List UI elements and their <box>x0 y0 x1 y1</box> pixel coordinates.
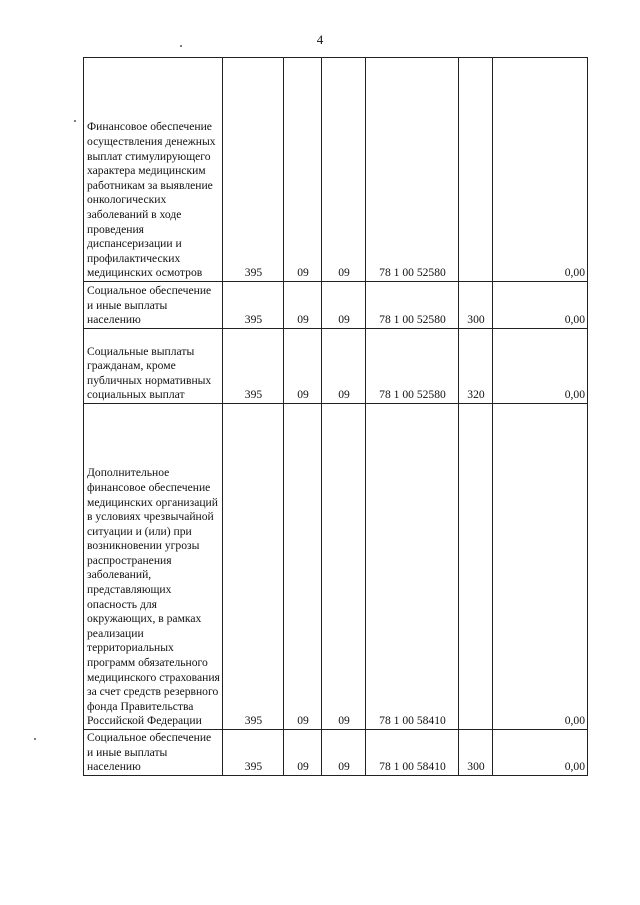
ved-cell: 395 <box>223 329 284 404</box>
scan-speck <box>74 120 76 122</box>
rz-cell: 09 <box>284 329 322 404</box>
vr-cell: 320 <box>459 329 493 404</box>
scan-speck <box>34 738 36 740</box>
csr-cell: 78 1 00 58410 <box>366 730 459 776</box>
pr-cell: 09 <box>322 58 366 282</box>
vr-cell: 300 <box>459 282 493 329</box>
rz-cell: 09 <box>284 404 322 730</box>
table-row <box>84 730 588 776</box>
row-name-cell: Финансовое обеспечение осуществления денежных выплат стимулирующего характера медицинским работникам за выявление онкологических заболеваний в ходе проведения диспансеризации и профилактических медицинских осмотров <box>84 58 223 282</box>
pr-cell: 09 <box>322 730 366 776</box>
csr-cell: 78 1 00 52580 <box>366 282 459 329</box>
vr-cell <box>459 404 493 730</box>
ved-cell: 395 <box>223 730 284 776</box>
rz-cell: 09 <box>284 282 322 329</box>
row-name-cell: Социальное обеспечение и иные выплаты населению <box>84 282 223 329</box>
amount-cell: 0,00 <box>493 329 588 404</box>
pr-cell: 09 <box>322 404 366 730</box>
ved-cell: 395 <box>223 404 284 730</box>
ved-cell: 395 <box>223 282 284 329</box>
page-number: 4 <box>316 32 324 47</box>
csr-cell: 78 1 00 52580 <box>366 329 459 404</box>
row-name-cell: Социальное обеспечение и иные выплаты населению <box>84 730 223 776</box>
amount-cell: 0,00 <box>493 730 588 776</box>
amount-cell: 0,00 <box>493 58 588 282</box>
table-row <box>84 282 588 329</box>
scan-speck <box>180 45 182 47</box>
csr-cell: 78 1 00 52580 <box>366 58 459 282</box>
table-row <box>84 58 588 282</box>
rz-cell: 09 <box>284 730 322 776</box>
csr-cell: 78 1 00 58410 <box>366 404 459 730</box>
amount-cell: 0,00 <box>493 282 588 329</box>
amount-cell: 0,00 <box>493 404 588 730</box>
vr-cell: 300 <box>459 730 493 776</box>
ved-cell: 395 <box>223 58 284 282</box>
rz-cell: 09 <box>284 58 322 282</box>
pr-cell: 09 <box>322 329 366 404</box>
row-name-cell: Социальные выплаты гражданам, кроме публичных нормативных социальных выплат <box>84 329 223 404</box>
table-row <box>84 329 588 404</box>
row-name-cell: Дополнительное финансовое обеспечение медицинских организаций в условиях чрезвычайной ситуации и (или) при возникновении угрозы распространения заболеваний, представляющих опасность для окружающих, в рамках реализации территориальных программ обязательного медицинского страхования за счет средств резервного фонда Правительства Российской Федерации <box>84 404 223 730</box>
table-row <box>84 404 588 730</box>
vr-cell <box>459 58 493 282</box>
pr-cell: 09 <box>322 282 366 329</box>
budget-table <box>83 57 588 776</box>
